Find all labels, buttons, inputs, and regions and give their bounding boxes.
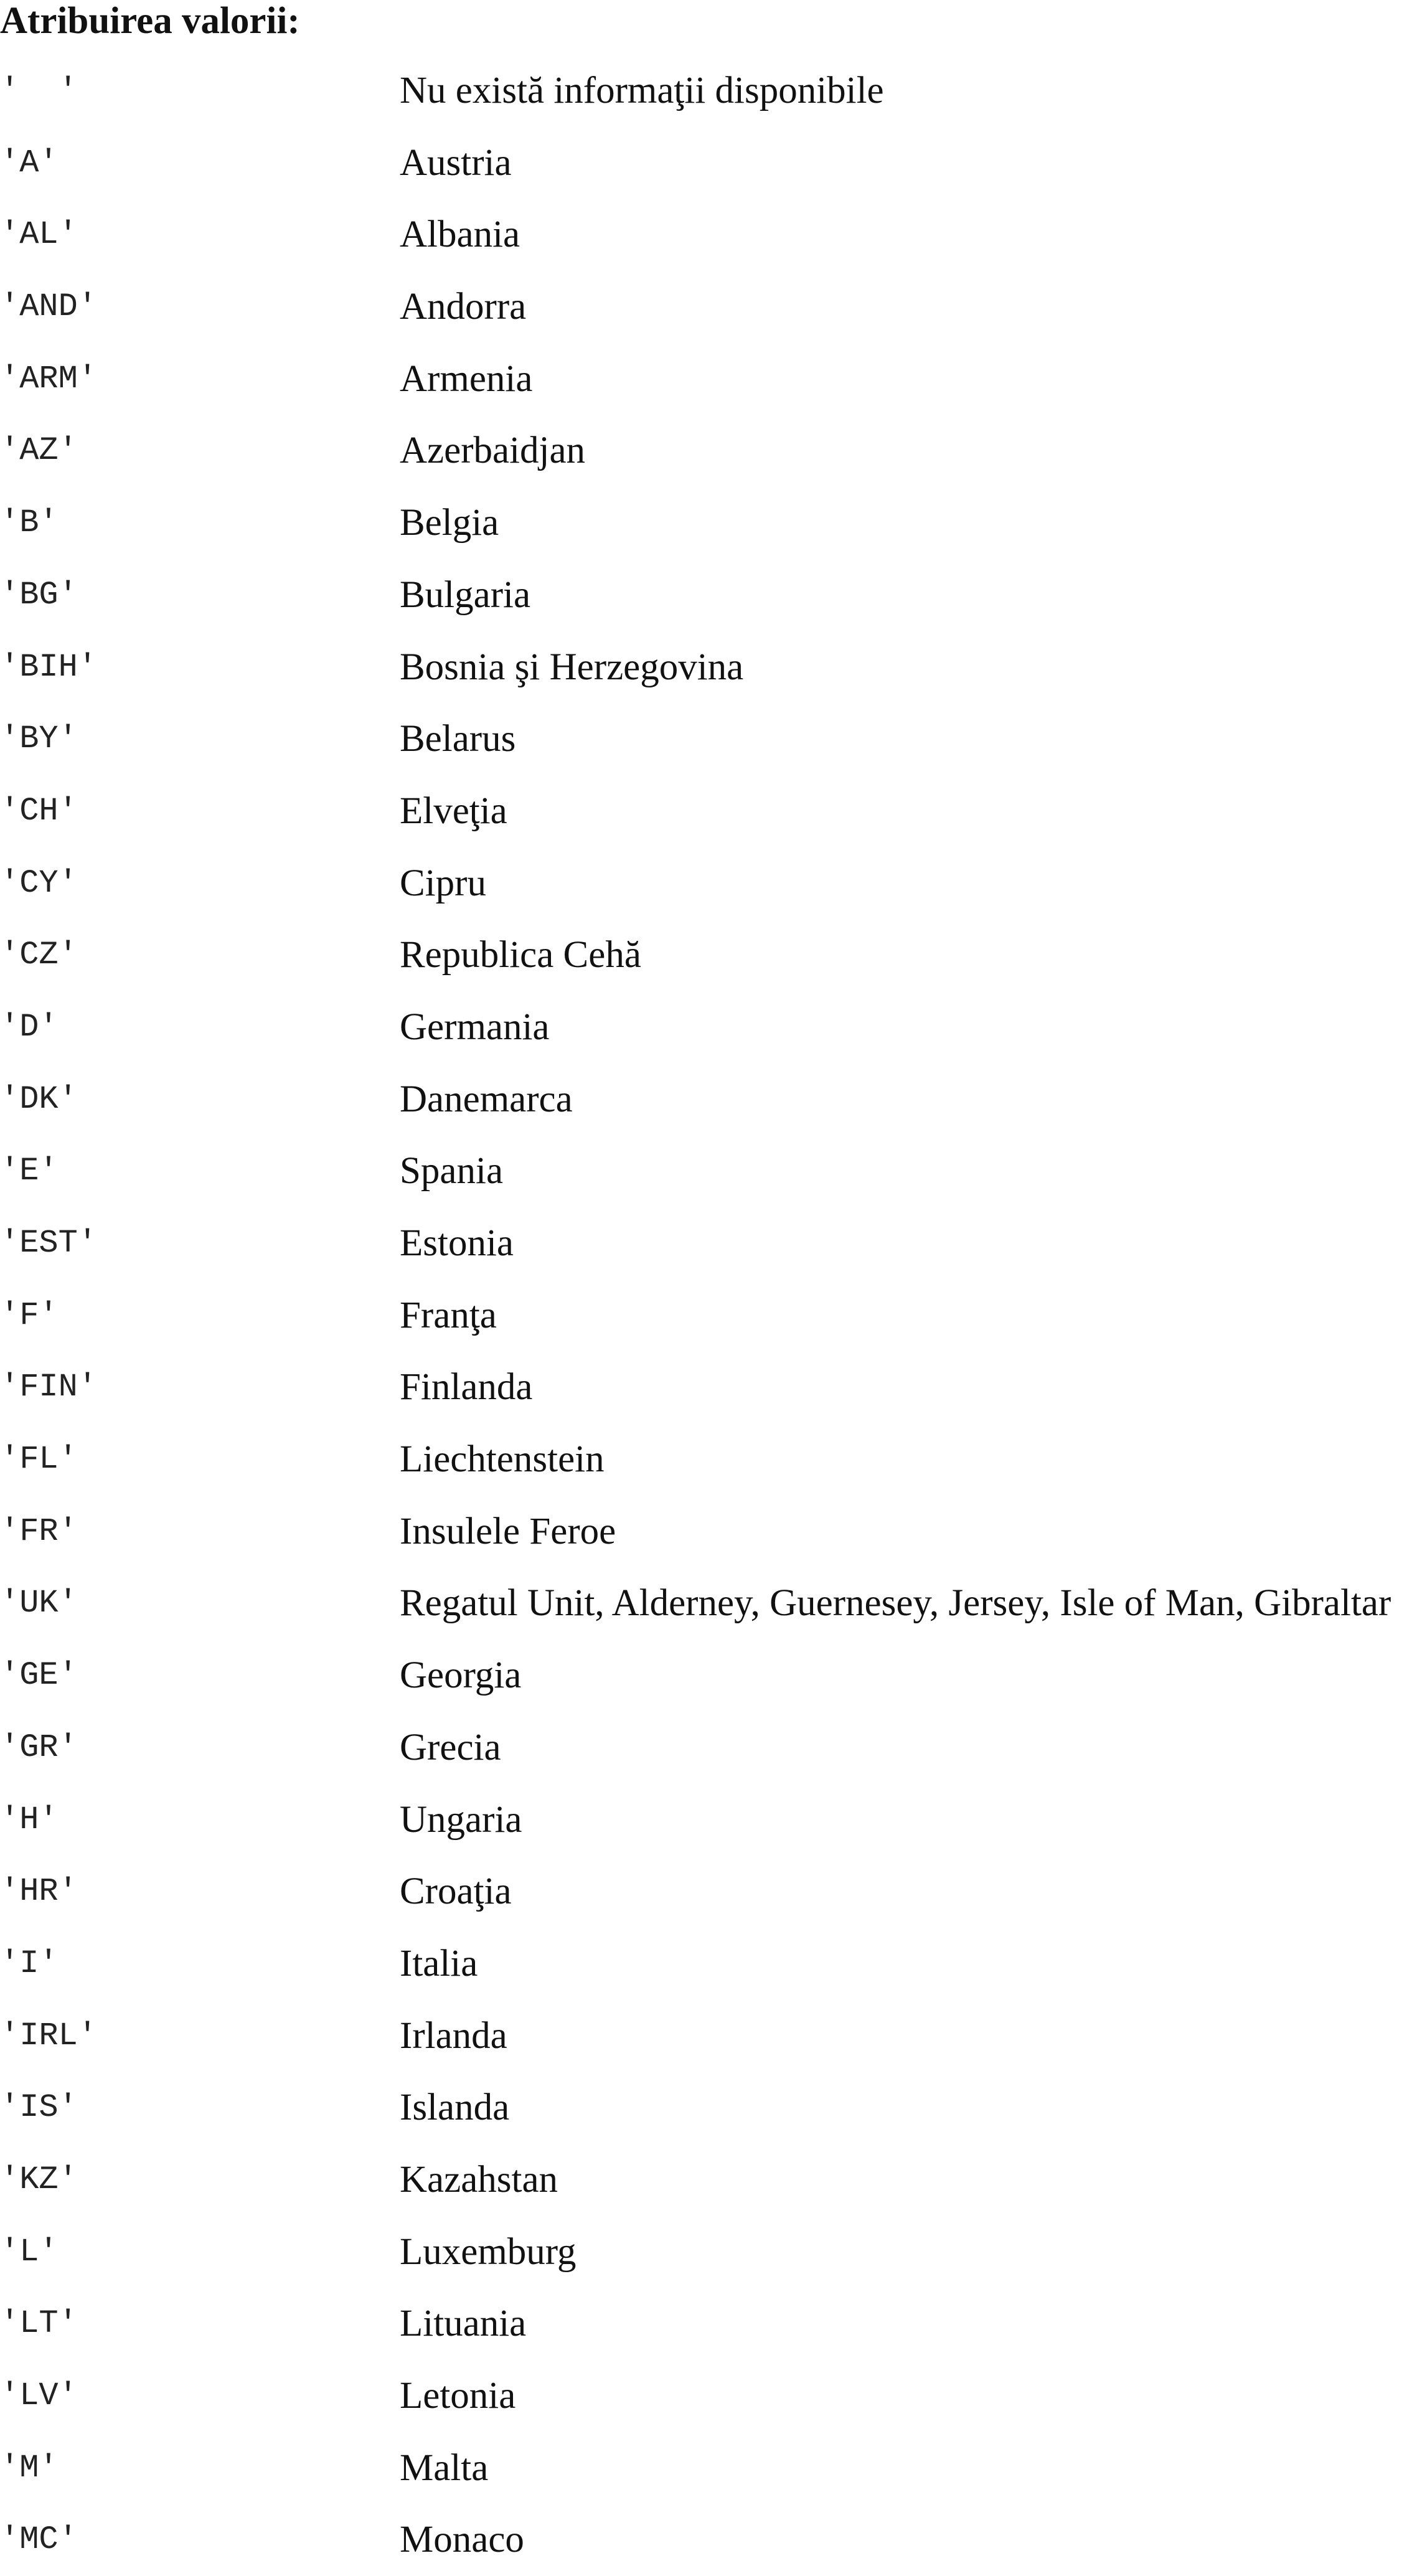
list-item [0, 1423, 1412, 1496]
country-code: 'BIH' [0, 648, 98, 686]
country-code: 'E' [0, 1153, 59, 1190]
country-code: 'FL' [0, 1441, 78, 1478]
list-item [0, 775, 1412, 847]
list-item [0, 703, 1412, 775]
list-item [0, 2288, 1412, 2360]
country-name: Ungaria [400, 1798, 522, 1841]
country-code: 'UK' [0, 1585, 78, 1622]
country-code: 'IRL' [0, 2017, 98, 2054]
country-code: 'AND' [0, 288, 98, 326]
country-code: 'BG' [0, 576, 78, 613]
country-name: Belgia [400, 502, 499, 544]
list-item [0, 1280, 1412, 1352]
country-code: 'MC' [0, 2521, 78, 2559]
country-name: Danemarca [400, 1078, 573, 1120]
country-name: Bulgaria [400, 573, 531, 616]
country-name: Georgia [400, 1654, 522, 1697]
country-code: 'DK' [0, 1080, 78, 1118]
list-item [0, 487, 1412, 559]
country-name: Lituania [400, 2303, 527, 2345]
list-item [0, 1351, 1412, 1423]
country-code: 'LV' [0, 2377, 78, 2414]
country-name: Grecia [400, 1726, 501, 1768]
list-item [0, 1064, 1412, 1136]
list-item [0, 559, 1412, 631]
country-name: Azerbaidjan [400, 430, 586, 472]
country-code: 'AL' [0, 216, 78, 253]
country-name: Insulele Feroe [400, 1510, 616, 1552]
country-code: 'H' [0, 1801, 59, 1838]
country-code: 'BY' [0, 720, 78, 758]
country-name: Italia [400, 1942, 478, 1984]
country-name: Germania [400, 1006, 550, 1048]
list-item [0, 1496, 1412, 1568]
list-item [0, 1784, 1412, 1856]
country-code: 'LT' [0, 2305, 78, 2342]
country-name: Elveţia [400, 790, 507, 832]
country-name: Franţa [400, 1294, 497, 1336]
list-item [0, 55, 1412, 127]
country-name: Monaco [400, 2519, 524, 2561]
country-name: Spania [400, 1150, 504, 1192]
list-item [0, 199, 1412, 271]
country-name: Luxemburg [400, 2230, 577, 2273]
list-item [0, 631, 1412, 704]
country-name: Andorra [400, 286, 527, 328]
country-name: Estonia [400, 1222, 514, 1264]
list-item [0, 2360, 1412, 2432]
list-item [0, 1135, 1412, 1207]
list-item [0, 1712, 1412, 1784]
country-code: 'M' [0, 2449, 59, 2486]
country-code: 'CH' [0, 792, 78, 829]
country-code: 'L' [0, 2233, 59, 2270]
list-item [0, 991, 1412, 1064]
list-item [0, 343, 1412, 415]
country-name: Letonia [400, 2375, 516, 2417]
country-name: Republica Cehă [400, 934, 641, 976]
country-code: 'CZ' [0, 937, 78, 974]
country-name: Croaţia [400, 1871, 512, 1913]
list-item [0, 847, 1412, 920]
country-code: 'GE' [0, 1657, 78, 1694]
country-code: 'I' [0, 1945, 59, 1982]
list-item [0, 127, 1412, 199]
country-name: Bosnia şi Herzegovina [400, 646, 744, 688]
country-name: Irlanda [400, 2014, 507, 2057]
list-item [0, 1207, 1412, 1280]
list-item [0, 415, 1412, 487]
country-code: 'EST' [0, 1225, 98, 1262]
country-name: Liechtenstein [400, 1438, 605, 1481]
country-code: 'F' [0, 1296, 59, 1334]
country-code: 'FR' [0, 1512, 78, 1550]
country-name: Malta [400, 2446, 489, 2489]
list-item [0, 2216, 1412, 2288]
country-code: 'KZ' [0, 2161, 78, 2198]
list-item [0, 2072, 1412, 2144]
country-code: 'D' [0, 1008, 59, 1045]
country-name: Finlanda [400, 1366, 533, 1408]
list-item [0, 1856, 1412, 1928]
list-item [0, 271, 1412, 343]
country-name: Austria [400, 141, 512, 184]
code-list [0, 55, 1412, 2576]
country-name: Kazahstan [400, 2158, 558, 2201]
country-name: Armenia [400, 357, 533, 400]
country-name: Cipru [400, 862, 486, 904]
list-item [0, 1567, 1412, 1639]
country-name: Islanda [400, 2087, 510, 2129]
country-code: 'AZ' [0, 432, 78, 469]
country-code: 'FIN' [0, 1369, 98, 1406]
list-item [0, 2000, 1412, 2072]
country-code: 'CY' [0, 864, 78, 902]
list-item [0, 1928, 1412, 2000]
list-item [0, 2432, 1412, 2504]
country-name: Nu există informaţii disponibile [400, 70, 884, 111]
country-code: 'B' [0, 504, 59, 542]
country-name: Belarus [400, 718, 516, 760]
country-name: Albania [400, 214, 520, 256]
country-code: 'IS' [0, 2089, 78, 2126]
country-code: ' ' [0, 72, 78, 109]
list-item [0, 2144, 1412, 2216]
country-code: 'HR' [0, 1873, 78, 1910]
country-code: 'ARM' [0, 360, 98, 397]
country-code: 'A' [0, 144, 59, 181]
country-code: 'GR' [0, 1729, 78, 1766]
section-heading: Atribuirea valorii: [0, 0, 300, 42]
list-item [0, 1639, 1412, 1712]
list-item [0, 919, 1412, 991]
list-item [0, 2504, 1412, 2576]
country-name: Regatul Unit, Alderney, Guernesey, Jersey, Isle of Man, Gibraltar [400, 1582, 1391, 1625]
